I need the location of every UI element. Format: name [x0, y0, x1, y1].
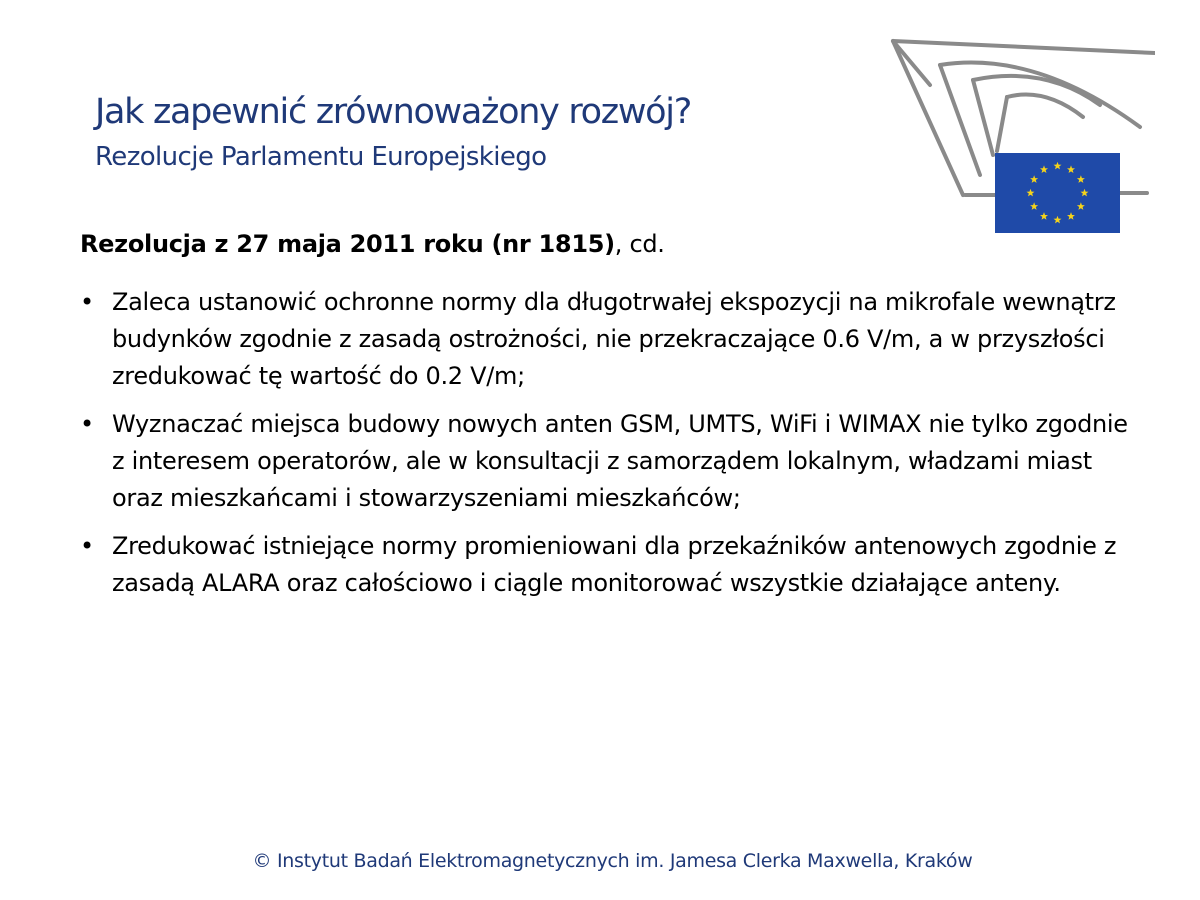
bullet-text: Zredukować istniejące normy promieniowani dla przekaźników antenowych zgodnie z zasadą ALARA oraz całościowo i ciągle monitorować wszystkie działające anteny.	[112, 532, 1117, 597]
bullet-icon: •	[80, 288, 94, 316]
bullet-item	[80, 284, 1140, 395]
resolution-heading	[80, 228, 665, 260]
bullet-icon: •	[80, 532, 94, 560]
copyright-footer: © Instytut Badań Elektromagnetycznych im. Jamesa Clerka Maxwella, Kraków	[252, 850, 973, 872]
slide-subtitle: Rezolucje Parlamentu Europejskiego	[95, 142, 547, 172]
slide-title: Jak zapewnić zrównoważony rozwój?	[95, 92, 691, 132]
eu-flag-icon	[995, 153, 1120, 233]
resolution-heading-suffix: , cd.	[614, 230, 665, 258]
bullet-text: Wyznaczać miejsca budowy nowych anten GSM, UMTS, WiFi i WIMAX nie tylko zgodnie z interesem operatorów, ale w konsultacji z samorządem lokalnym, władzami miast oraz mieszkańcami i stowarzyszeniami mieszkańców;	[112, 410, 1128, 512]
resolution-heading-bold: Rezolucja z 27 maja 2011 roku (nr 1815)	[80, 230, 615, 258]
bullet-list	[80, 284, 1140, 613]
bullet-icon: •	[80, 410, 94, 438]
bullet-text: Zaleca ustanowić ochronne normy dla długotrwałej ekspozycji na mikrofale wewnątrz budynków zgodnie z zasadą ostrożności, nie przekraczające 0.6 V/m, a w przyszłości zredukować tę wartość do 0.2 V/m;	[112, 288, 1116, 390]
european-parliament-logo	[885, 35, 1155, 240]
bullet-item	[80, 406, 1140, 517]
bullet-item	[80, 528, 1140, 602]
